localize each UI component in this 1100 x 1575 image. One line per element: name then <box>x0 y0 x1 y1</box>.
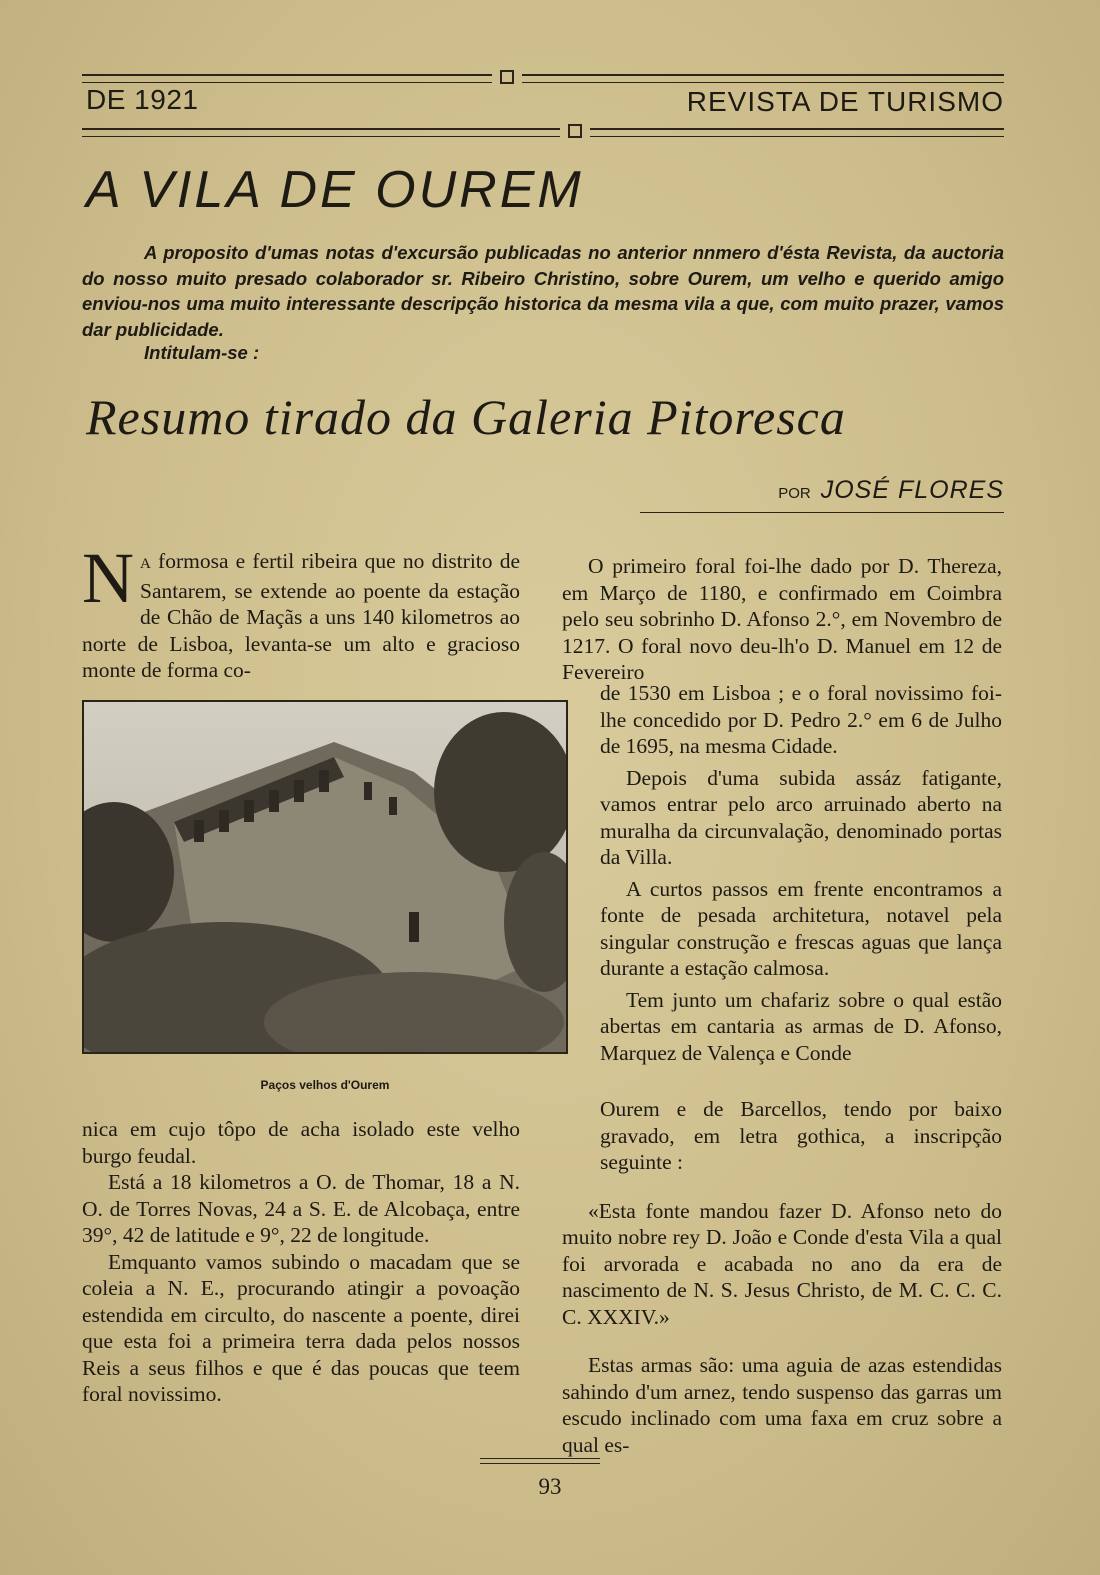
footer-rule <box>480 1463 600 1464</box>
foral-paragraph-start: O primeiro foral foi-lhe dado por D. Thereza, em Março de 1180, e confirmado em Coimbra pelo seu sobrinho D. Afonso 2.°, em Novembro de 1217. O foral novo deu-lh'o D. Manuel em 12 de Fevereiro <box>562 554 1002 684</box>
issue-year: DE 1921 <box>86 84 199 115</box>
opening-paragraph-end: nica em cujo tôpo de acha isolado este velho burgo feudal. <box>82 1117 520 1168</box>
opening-paragraph <box>82 538 520 684</box>
inscription-quote: «Esta fonte mandou fazer D. Afonso neto do muito nobre rey D. João e Conde d'esta Vila a qual foi arvorada e acabada no ano da era de nascimento de N. S. Jesus Christo, de M. C. C. C. C. XXXIV.» <box>562 1198 1002 1329</box>
byline-rule <box>640 512 1004 513</box>
drop-cap: N <box>82 538 134 618</box>
gate-paragraph: Depois d'uma subida assáz fatigante, vamos entrar pelo arco arruinado aberto na muralha da circunvalação, denominado portas da Villa. <box>600 765 1002 869</box>
article-subtitle: Resumo tirado da Galeria Pitoresca <box>86 389 846 445</box>
byline <box>778 476 1004 505</box>
location-paragraph: Está a 18 kilometros a O. de Thomar, 18 a N. O. de Torres Novas, 24 a S. E. de Alcobaça, entre 39°, 42 de latitude e 9°, 22 de longitude. <box>82 1170 520 1247</box>
arms-paragraph: Estas armas são: uma aguia de azas estendidas sahindo d'um arnez, tendo suspenso das garras um escudo inclinado com uma faxa em cruz sobre a qual es- <box>562 1353 1002 1457</box>
ascent-paragraph: Emquanto vamos subindo o macadam que se coleia a N. E., procurando atingir a povoação estendida em circulto, do nascente a poente, direi que esta foi a primeira terra dada pelos nossos Reis a seus filhos e que é das poucas que teem foral novissimo. <box>82 1249 520 1406</box>
byline-prefix: POR <box>778 485 811 502</box>
fountain-paragraph: A curtos passos em frente encontramos a fonte de pesada architetura, notavel pela singular construção e frescas aguas que lança durante a estação calmosa. <box>600 876 1002 980</box>
opening-text: formosa e fertil ribeira que no distrito de Santarem, se extende ao poente da estação de Chão de Maçãs a uns 140 kilometros ao norte de Lisboa, levanta-se um alto e gracioso monte de forma co- <box>82 549 520 682</box>
page-number: 93 <box>538 1474 562 1499</box>
intro-second-line: Intitulam-se : <box>144 342 260 363</box>
left-column-bottom <box>82 1116 520 1408</box>
foral-paragraph-end: de 1530 em Lisboa ; e o foral novissimo foi-lhe concedido por D. Pedro 2.° em 6 de Julho de 1695, na mesma Cidade. <box>600 681 1002 758</box>
footer-rule <box>480 1458 600 1459</box>
opening-smallcaps: A <box>140 556 151 572</box>
article-title: A VILA DE OUREM <box>86 161 584 219</box>
right-column-part-2 <box>600 680 1002 1066</box>
castle-photo <box>82 700 568 1054</box>
author-name: JOSÉ FLORES <box>820 476 1004 504</box>
chafariz-paragraph-end: Ourem e de Barcellos, tendo por baixo gravado, em letra gothica, a inscripção seguinte : <box>600 1097 1002 1174</box>
chafariz-paragraph: Tem junto um chafariz sobre o qual estão abertas em cantaria as armas de D. Afonso, Marquez de Valença e Conde <box>600 987 1002 1065</box>
top-rule <box>82 74 1004 80</box>
right-column-part-3 <box>562 1096 1002 1458</box>
photo-caption: Paços velhos d'Ourem <box>260 1078 390 1092</box>
left-column-top <box>82 538 520 684</box>
header-rule <box>82 128 1004 134</box>
right-column-part-1 <box>562 553 1002 686</box>
magazine-name: REVISTA DE TURISMO <box>686 86 1004 117</box>
intro-paragraph: A proposito d'umas notas d'excursão publicadas no anterior nnmero d'ésta Revista, da auctoria do nosso muito presado colaborador sr. Ribeiro Christino, sobre Ourem, um velho e querido amigo enviou-nos uma muito interessante descripção historica da mesma vila a que, com muito prazer, vamos dar publicidade. <box>82 242 1004 340</box>
